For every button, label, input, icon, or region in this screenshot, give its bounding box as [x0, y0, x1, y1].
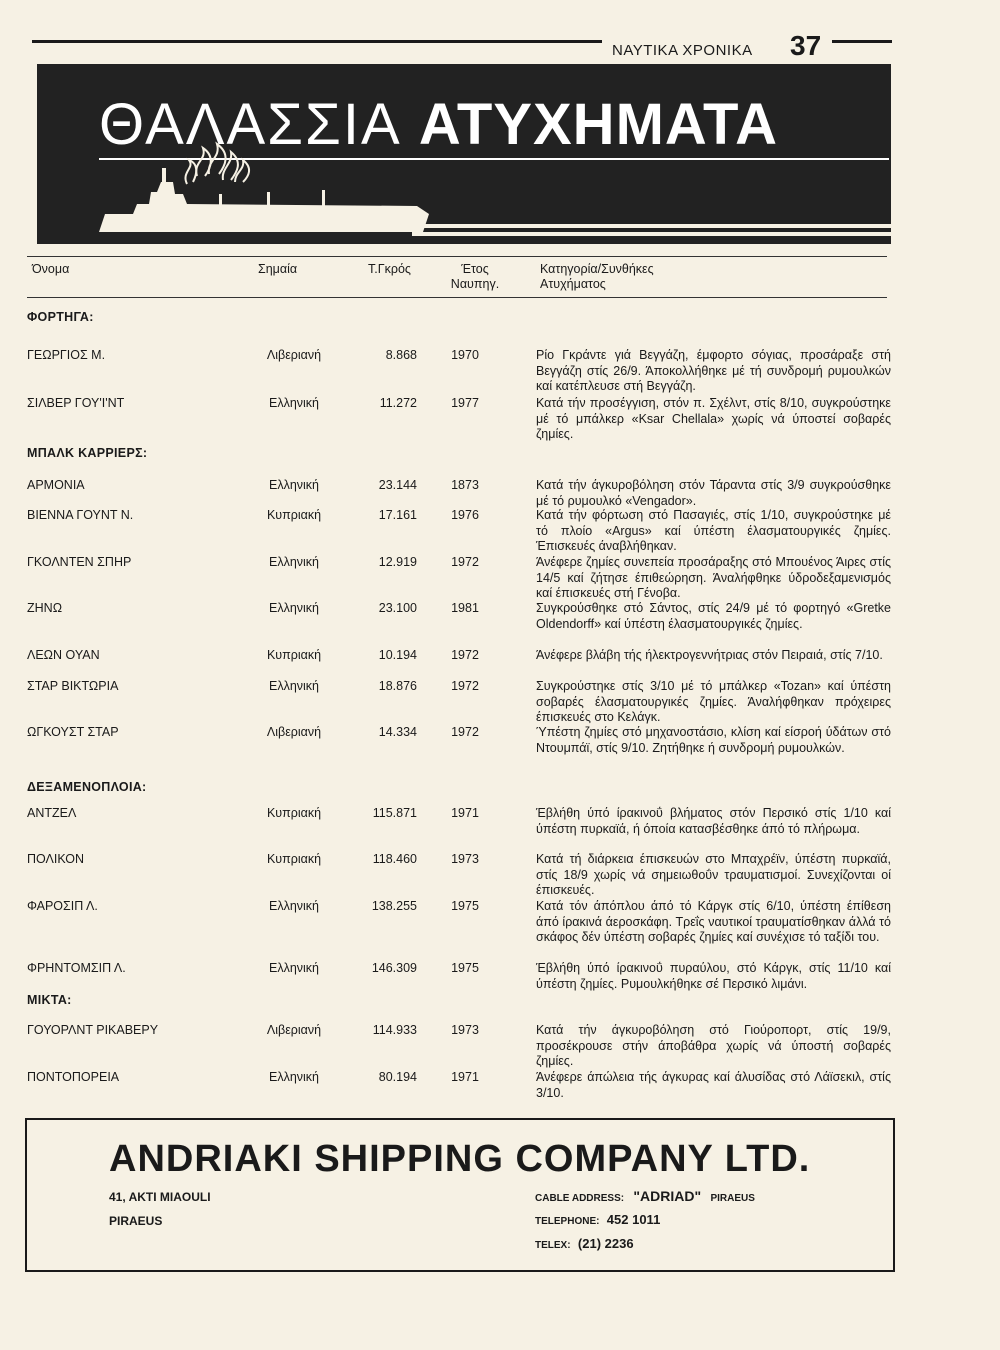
ship-year: 1873	[451, 478, 479, 492]
ad-address-line2: PIRAEUS	[109, 1214, 163, 1228]
ship-name: ΓΟΥΟΡΛΝΤ ΡΙΚΑΒΕΡΥ	[27, 1023, 159, 1037]
incident-description: Ρίο Γκράντε γιά Βεγγάζη, έμφορτο σόγιας, προσάραξε στή Βεγγάζη στίς 26/9. Άποκολλήθηκε μέ τή συνδρομή ρυμουλκών καί κατέπλευσε στή Βεγγάζη.	[536, 348, 891, 393]
col-header-flag: Σημαία	[258, 262, 298, 276]
ship-name: ΑΡΜΟΝΙΑ	[27, 478, 85, 492]
ship-year: 1972	[451, 679, 479, 693]
ship-name: ΒΙΕΝΝΑ ΓΟΥΝΤ Ν.	[27, 508, 134, 522]
incident-description: Συγκρούστηκε στίς 3/10 μέ τό μπάλκερ «Tozan» καί ύπέστη σοβαρές έλασματουργικές ζημίες. Άναλήφθηκαν πρόχειρες έπισκευές στο Κελάγκ.	[536, 679, 891, 724]
ad-telephone-label: TELEPHONE:	[535, 1216, 600, 1227]
ship-grt: 23.100	[378, 601, 417, 615]
ad-telex	[535, 1236, 634, 1251]
ad-cable-city: PIRAEUS	[710, 1193, 755, 1204]
incident-description: Έβλήθη ύπό ίρακινοΰ πυραύλου, στό Κάργκ, στίς 11/10 καί ύπέστη ζημίες. Ρυμουλκήθηκε σέ Περσικό λιμάνι.	[536, 961, 891, 991]
ship-flag: Κυπριακή	[266, 508, 322, 522]
ship-year: 1972	[451, 555, 479, 569]
ship-grt: 8.868	[385, 348, 417, 362]
col-header-grt: Τ.Γκρός	[368, 262, 411, 276]
top-rule-right	[832, 40, 892, 43]
ship-flag: Ελληνική	[268, 1070, 320, 1084]
ad-telephone	[535, 1212, 660, 1227]
ship-grt: 118.460	[372, 852, 417, 866]
advertisement	[25, 1118, 895, 1272]
top-rule-left	[32, 40, 602, 43]
ad-company-name: ANDRIAKI SHIPPING COMPANY LTD.	[109, 1138, 811, 1180]
incident-description: Έβλήθη ύπό ίρακινοΰ βλήματος στόν Περσικό στίς 1/10 καί ύπέστη πυρκαϊά, ή όποία κατασβέσθηκε άπό τό πλήρωμα.	[536, 806, 891, 836]
incident-description: Άνέφερε βλάβη τής ήλεκτρογεννήτριας στόν Πειραιά, στίς 7/10.	[536, 648, 883, 662]
ship-grt: 14.334	[378, 725, 417, 739]
title-banner	[37, 64, 891, 244]
banner-title-light: ΘΑΛΑΣΣΙΑ	[99, 92, 402, 157]
ship-name: ΓΚΟΛΝΤΕΝ ΣΠΗΡ	[27, 555, 132, 569]
page-number: 37	[790, 30, 822, 61]
col-header-cat-l2: Ατυχήματος	[540, 277, 606, 291]
col-header-category	[540, 262, 654, 292]
ship-grt: 80.194	[378, 1070, 417, 1084]
banner-stripe	[412, 232, 891, 236]
ship-name: ΣΙΛΒΕΡ ΓΟΥ'Ι'ΝΤ	[27, 396, 125, 410]
ship-name: ΠΟΛΙΚΟΝ	[27, 852, 85, 866]
ship-flag: Κυπριακή	[266, 852, 322, 866]
ad-address-line1: 41, AKTI MIAOULI	[109, 1190, 211, 1204]
ship-flag: Ελληνική	[268, 396, 320, 410]
incident-description: Κατά τή διάρκεια έπισκευών στο Μπαχρέϊν, ύπέστη πυρκαϊά, στίς 18/9 χωρίς νά σημειωθοΰν τραυματισμοί. Συνεχίζονται οί έπισκευές.	[536, 852, 891, 897]
ship-flag: Ελληνική	[268, 961, 320, 975]
ship-year: 1970	[451, 348, 479, 362]
ship-flag: Λιβεριανή	[266, 725, 322, 739]
ship-grt: 115.871	[372, 806, 417, 820]
ship-year: 1973	[451, 1023, 479, 1037]
header-bottom-rule	[27, 297, 887, 298]
ship-name: ΑΝΤΖΕΛ	[27, 806, 77, 820]
ad-cable-value: "ADRIAD"	[633, 1188, 702, 1204]
section-title: ΔΕΞΑΜΕΝΟΠΛΟΙΑ:	[27, 780, 147, 794]
ship-name: ΓΕΩΡΓΙΟΣ Μ.	[27, 348, 106, 362]
ship-year: 1981	[451, 601, 479, 615]
ship-flag: Λιβεριανή	[266, 1023, 322, 1037]
ship-name: ΩΓΚΟΥΣΤ ΣΤΑΡ	[27, 725, 119, 739]
ship-flag: Ελληνική	[268, 899, 320, 913]
ad-telex-label: TELEX:	[535, 1240, 571, 1251]
col-header-year-l2: Ναυπηγ.	[450, 277, 500, 291]
col-header-year-l1: Έτος	[461, 262, 489, 276]
col-header-name: Όνομα	[32, 262, 70, 276]
ship-name: ΣΤΑΡ ΒΙΚΤΩΡΙΑ	[27, 679, 119, 693]
section-title: ΜΙΚΤΑ:	[27, 993, 72, 1007]
col-header-cat-l1: Κατηγορία/Συνθήκες	[540, 262, 654, 276]
ad-cable-label: CABLE ADDRESS:	[535, 1193, 625, 1204]
incident-description: Ύπέστη ζημίες στό μηχανοστάσιο, κλίση καί είσροή ύδάτων στό Ντουμπάϊ, στίς 9/10. Ζητήθηκε ή συνδρομή ρυμουλκών.	[536, 725, 891, 755]
ship-flag: Ελληνική	[268, 601, 320, 615]
ship-year: 1973	[451, 852, 479, 866]
ship-name: ΖΗΝΩ	[27, 601, 63, 615]
ship-flag: Λιβεριανή	[266, 348, 322, 362]
ad-cable	[535, 1188, 755, 1204]
ship-name: ΠΟΝΤΟΠΟΡΕΙΑ	[27, 1070, 120, 1084]
running-header: ΝΑΥΤΙΚΑ ΧΡΟΝΙΚΑ	[612, 42, 753, 59]
burning-ship-icon	[37, 64, 467, 244]
incident-description: Κατά τήν άγκυροβόληση στόν Τάραντα στίς 3/9 συγκρούσθηκε μέ τό ρυμουλκό «Vengador».	[536, 478, 891, 508]
ship-grt: 146.309	[371, 961, 417, 975]
ship-grt: 23.144	[378, 478, 417, 492]
incident-description: Κατά τήν άγκυροβόληση στό Γιούροπορτ, στίς 19/9, προσέκρουσε στήν άποβάθρα χωρίς νά ύποστή σοβαρές ζημίες.	[536, 1023, 891, 1068]
ship-grt: 18.876	[378, 679, 417, 693]
section-title: ΦΟΡΤΗΓΑ:	[27, 310, 94, 324]
incident-description: Άνέφερε άπώλεια τής άγκυρας καί άλυσίδας στό Λάϊσεκιλ, στίς 3/10.	[536, 1070, 891, 1100]
ship-name: ΛΕΩΝ ΟΥΑΝ	[27, 648, 100, 662]
ship-year: 1975	[451, 961, 479, 975]
incident-description: Συγκρούσθηκε στό Σάντος, στίς 24/9 μέ τό φορτηγό «Gretke Oldendorff» καί ύπέστη έλασματουργικές ζημίες.	[536, 601, 891, 631]
ship-year: 1975	[451, 899, 479, 913]
ship-name: ΦΡΗΝΤΟΜΣΙΠ Λ.	[27, 961, 126, 975]
ship-flag: Ελληνική	[268, 478, 320, 492]
ship-year: 1977	[451, 396, 479, 410]
header-top-rule	[27, 256, 887, 257]
ship-flag: Κυπριακή	[266, 806, 322, 820]
ship-flag: Κυπριακή	[266, 648, 322, 662]
incident-description: Άνέφερε ζημίες συνεπεία προσάραξης στό Μπουένος Άιρες στίς 14/5 καί ζήτησε έπιθεώρηση. Άναλήφθηκε ύδροδεξαμενισμός καί έπισκευές στή Γένοβα.	[536, 555, 891, 600]
section-title: ΜΠΑΛΚ ΚΑΡΡΙΕΡΣ:	[27, 446, 148, 460]
ship-name: ΦΑΡΟΣΙΠ Λ.	[27, 899, 98, 913]
ship-grt: 138.255	[371, 899, 417, 913]
ship-grt: 12.919	[378, 555, 417, 569]
ad-telephone-value: 452 1011	[606, 1212, 661, 1227]
ship-grt: 10.194	[378, 648, 417, 662]
ship-flag: Ελληνική	[268, 679, 320, 693]
banner-stripe	[412, 224, 891, 228]
ship-grt: 114.933	[372, 1023, 417, 1037]
col-header-year	[445, 262, 505, 292]
ship-year: 1976	[451, 508, 479, 522]
incident-description: Κατά τήν προσέγγιση, στόν π. Σχέλντ, στίς 8/10, συγκρούστηκε μέ τό μπάλκερ «Ksar Chellala» χωρίς νά ύποστεί σοβαρές ζημίες.	[536, 396, 891, 441]
ship-flag: Ελληνική	[268, 555, 320, 569]
ship-year: 1971	[451, 1070, 479, 1084]
ship-grt: 17.161	[378, 508, 417, 522]
ship-year: 1972	[451, 648, 479, 662]
ship-grt: 11.272	[379, 396, 417, 410]
ad-telex-value: (21) 2236	[577, 1236, 634, 1251]
incident-description: Κατά τόν άπόπλου άπό τό Κάργκ στίς 6/10, ύπέστη έπίθεση άπό ίρακινά άεροσκάφη. Τρεΐς ναυτικοί τραυματίσθηκαν άλλά τό σκάφος δέν ύπέστη σοβαρές ζημίες καί συνέχισε τό ταξίδι του.	[536, 899, 891, 944]
ship-year: 1971	[451, 806, 479, 820]
ship-year: 1972	[451, 725, 479, 739]
banner-title-bold: ΑΤΥΧΗΜΑΤΑ	[418, 92, 778, 157]
incident-description: Κατά τήν φόρτωση στό Πασαγιές, στίς 1/10, συγκρούστηκε μέ τό πλοίο «Argus» καί ύπέστη έλασματουργικές ζημίες. Έπισκευές άναβλήθηκαν.	[536, 508, 891, 553]
